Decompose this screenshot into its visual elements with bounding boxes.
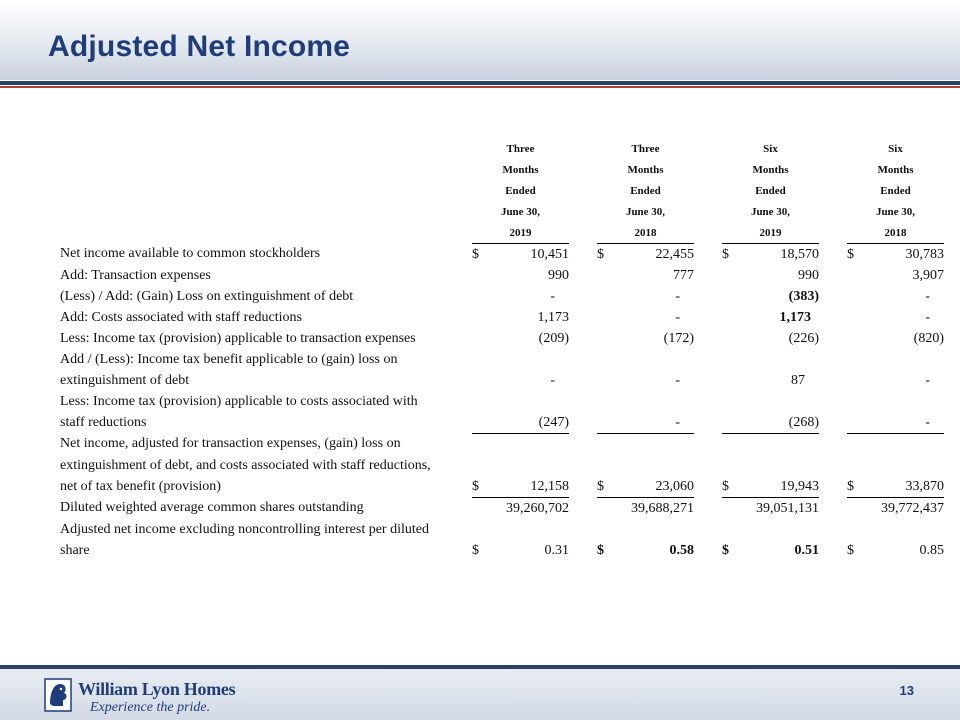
logo-wordmark: William Lyon Homes	[78, 679, 236, 699]
header-row	[60, 159, 944, 180]
table-row	[60, 455, 944, 476]
currency-symbol: $	[472, 542, 479, 558]
table-row	[60, 540, 944, 561]
cell: -	[925, 372, 930, 388]
table-row	[60, 498, 944, 520]
cell: -	[550, 288, 555, 304]
currency-symbol: $	[847, 246, 854, 262]
currency-symbol: $	[472, 246, 479, 262]
header-rule	[0, 81, 960, 85]
header-band	[0, 0, 960, 80]
cell: -	[675, 372, 680, 388]
cell: 990	[798, 267, 819, 283]
cell: -	[863, 412, 944, 434]
row-label: share	[60, 542, 90, 558]
col-header: Months	[502, 163, 539, 176]
cell: 1,173	[779, 309, 811, 325]
cell: 0.58	[669, 542, 694, 558]
col-header: June 30,	[500, 205, 541, 218]
col-header-year: 2018	[847, 222, 944, 244]
header-row	[60, 201, 944, 222]
currency-symbol: $	[722, 246, 729, 262]
page-title: Adjusted Net Income	[48, 30, 351, 63]
row-label: (Less) / Add: (Gain) Loss on extinguishment of debt	[60, 288, 354, 304]
cell: (247)	[488, 412, 569, 434]
cell: 12,158	[488, 476, 569, 498]
col-header: Six	[888, 142, 903, 155]
currency-symbol: $	[847, 542, 854, 558]
cell: 39,051,131	[756, 500, 819, 516]
col-header: Months	[877, 163, 914, 176]
logo-tagline: Experience the pride.	[90, 700, 211, 715]
cell: -	[550, 372, 555, 388]
cell: 22,455	[655, 246, 694, 262]
row-label: net of tax benefit (provision)	[60, 478, 221, 494]
col-header: June 30,	[750, 205, 791, 218]
table-row	[60, 265, 944, 286]
currency-symbol: $	[847, 476, 863, 498]
currency-symbol: $	[597, 246, 604, 262]
lion-crest-icon	[44, 678, 72, 712]
currency-symbol: $	[472, 476, 488, 498]
col-header: Three	[506, 142, 535, 155]
table-row	[60, 519, 944, 540]
row-label: extinguishment of debt	[60, 372, 190, 388]
cell: 18,570	[780, 246, 819, 262]
col-header: Months	[752, 163, 789, 176]
cell: (268)	[738, 412, 819, 434]
cell: 30,783	[905, 246, 944, 262]
row-label: Diluted weighted average common shares outstanding	[60, 500, 364, 516]
cell: 0.85	[919, 542, 944, 558]
table-row	[60, 286, 944, 307]
row-label: staff reductions	[60, 414, 147, 430]
row-label: Less: Income tax (provision) applicable to costs associated with	[60, 393, 418, 409]
table-row	[60, 307, 944, 328]
cell: 39,260,702	[506, 500, 569, 516]
col-header: Ended	[755, 184, 786, 197]
row-label: Add: Transaction expenses	[60, 267, 211, 283]
cell: (209)	[538, 330, 569, 346]
table-row	[60, 412, 944, 434]
currency-symbol: $	[722, 476, 738, 498]
header-accent-rule	[0, 86, 960, 88]
cell: 87	[791, 372, 805, 388]
row-label: Net income available to common stockholders	[60, 246, 321, 262]
cell: (820)	[913, 330, 944, 346]
cell: -	[675, 288, 680, 304]
cell: -	[925, 309, 930, 325]
row-label: Add: Costs associated with staff reductions	[60, 309, 302, 325]
col-header-year: 2019	[472, 222, 569, 244]
cell: 3,907	[912, 267, 944, 283]
row-label: Add / (Less): Income tax benefit applicable to (gain) loss on	[60, 351, 398, 367]
col-header: Six	[763, 142, 778, 155]
row-label: Adjusted net income excluding noncontrolling interest per diluted	[60, 521, 429, 537]
footer-band	[0, 669, 960, 720]
col-header-year: 2018	[597, 222, 694, 244]
cell: 39,688,271	[631, 500, 694, 516]
cell: 33,870	[863, 476, 944, 498]
cell: 0.31	[544, 542, 569, 558]
adjusted-net-income-table	[60, 138, 944, 561]
table-row	[60, 328, 944, 349]
table-row	[60, 476, 944, 498]
row-label: extinguishment of debt, and costs associated with staff reductions,	[60, 457, 431, 473]
cell: 23,060	[613, 476, 694, 498]
header-row	[60, 222, 944, 244]
cell: 1,173	[537, 309, 569, 325]
cell: -	[675, 309, 680, 325]
table-row	[60, 370, 944, 391]
currency-symbol: $	[597, 542, 604, 558]
cell: (383)	[788, 288, 819, 304]
row-label: Less: Income tax (provision) applicable to transaction expenses	[60, 330, 416, 346]
table-row	[60, 391, 944, 412]
cell: 19,943	[738, 476, 819, 498]
table-row	[60, 244, 944, 266]
row-label: Net income, adjusted for transaction expenses, (gain) loss on	[60, 436, 401, 452]
col-header: Ended	[505, 184, 536, 197]
cell: 10,451	[530, 246, 569, 262]
header-row	[60, 180, 944, 201]
cell: 39,772,437	[881, 500, 944, 516]
currency-symbol: $	[722, 542, 729, 558]
page-number: 13	[899, 683, 914, 698]
cell: 0.51	[794, 542, 819, 558]
currency-symbol: $	[597, 476, 613, 498]
col-header: Months	[627, 163, 664, 176]
col-header: Three	[631, 142, 660, 155]
cell: (226)	[788, 330, 819, 346]
cell: -	[925, 288, 930, 304]
cell: 777	[673, 267, 694, 283]
cell: (172)	[663, 330, 694, 346]
col-header: Ended	[880, 184, 911, 197]
col-header: June 30,	[625, 205, 666, 218]
header-row	[60, 138, 944, 159]
cell: 990	[548, 267, 569, 283]
table-row	[60, 434, 944, 456]
col-header: Ended	[630, 184, 661, 197]
table-row	[60, 349, 944, 370]
col-header: June 30,	[875, 205, 916, 218]
cell: -	[613, 412, 694, 434]
col-header-year: 2019	[722, 222, 819, 244]
